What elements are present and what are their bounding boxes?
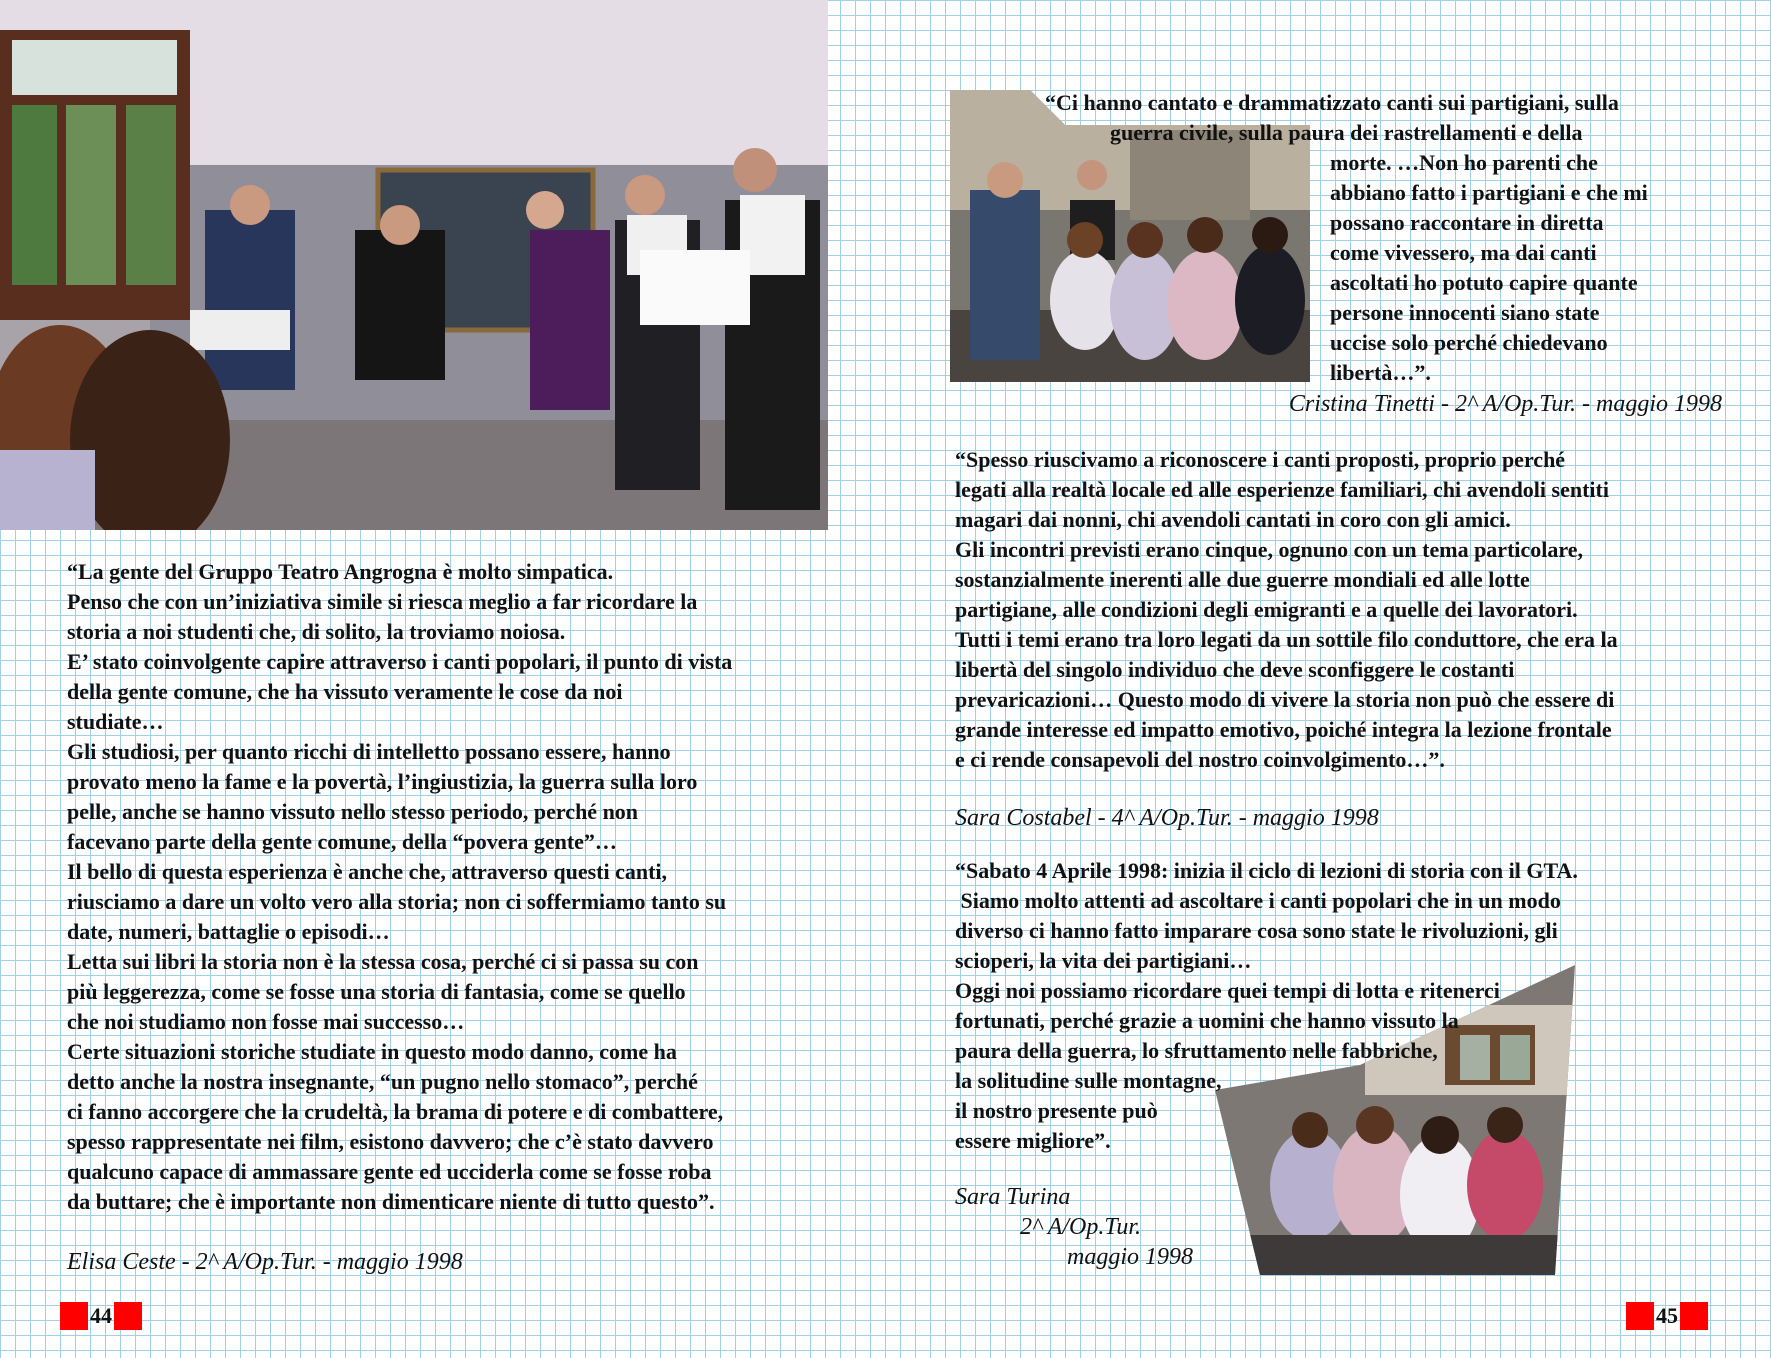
quote-line: possano raccontare in diretta [1330, 210, 1604, 235]
quote-line: libertà…”. [1330, 360, 1431, 385]
quote-line: partigiane, alle condizioni degli emigranti e a quelle dei lavoratori. [955, 597, 1578, 622]
page-marker [1680, 1302, 1708, 1330]
quote-line: qualcuno capace di ammassare gente ed ucciderla come se fosse roba [67, 1159, 712, 1184]
quote-line: riusciamo a dare un volto vero alla storia; non ci soffermiamo tanto su [67, 889, 727, 914]
cristina-quote [860, 88, 1771, 388]
page-marker [60, 1302, 88, 1330]
quote-line: della gente comune, che ha vissuto veramente le cose da noi [67, 679, 623, 704]
elisa-quote [67, 557, 847, 1217]
sara-costabel-signature: Sara Costabel - 4^ A/Op.Tur. - maggio 1998 [955, 805, 1379, 831]
quote-line: studiate… [67, 709, 164, 734]
quote-line: “La gente del Gruppo Teatro Angrogna è molto simpatica. [67, 559, 614, 584]
right-page [860, 0, 1771, 1358]
left-page [0, 0, 860, 1358]
theatre-group-photo [0, 0, 828, 530]
quote-line: Letta sui libri la storia non è la stessa cosa, perché ci si passa su con [67, 949, 699, 974]
page-marker [114, 1302, 142, 1330]
sara-turina-quote [955, 856, 1655, 1156]
quote-line: grande interesse ed impatto emotivo, poiché integra la lezione frontale [955, 717, 1612, 742]
signature-date: maggio 1998 [1067, 1244, 1193, 1270]
quote-line: ci fanno accorgere che la crudeltà, la brama di potere e di combattere, [67, 1099, 724, 1124]
quote-line: persone innocenti siano state [1330, 300, 1600, 325]
page-number: 44 [90, 1303, 112, 1328]
quote-line: Gli studiosi, per quanto ricchi di intelletto possano essere, hanno [67, 739, 671, 764]
quote-line: pelle, anche se hanno vissuto nello stesso periodo, perché non [67, 799, 639, 824]
quote-line: spesso rappresentate nei film, esistono davvero; che c’è stato davvero [67, 1129, 714, 1154]
quote-line: Penso che con un’iniziativa simile si riesca meglio a far ricordare la [67, 589, 698, 614]
quote-line: da buttare; che è importante non dimenticare niente di tutto questo”. [67, 1189, 715, 1214]
quote-line: Oggi noi possiamo ricordare quei tempi di lotta e ritenerci [955, 978, 1500, 1003]
quote-line: Tutti i temi erano tra loro legati da un sottile filo conduttore, che era la [955, 627, 1618, 652]
quote-line: scioperi, la vita dei partigiani… [955, 948, 1252, 973]
sara-turina-signature [955, 1182, 1193, 1272]
quote-line: paura della guerra, lo sfruttamento nelle fabbriche, [955, 1038, 1438, 1063]
quote-line: essere migliore”. [955, 1128, 1111, 1153]
page-marker [1626, 1302, 1654, 1330]
quote-line: come vivessero, ma dai canti [1330, 240, 1597, 265]
signature-class: 2^ A/Op.Tur. [1020, 1214, 1142, 1240]
quote-line: provato meno la fame e la povertà, l’ingiustizia, la guerra sulla loro [67, 769, 698, 794]
quote-line: Il bello di questa esperienza è anche che, attraverso questi canti, [67, 859, 668, 884]
quote-line: date, numeri, battaglie o episodi… [67, 919, 390, 944]
quote-line: “Sabato 4 Aprile 1998: inizia il ciclo di lezioni di storia con il GTA. [955, 858, 1578, 883]
quote-line: Siamo molto attenti ad ascoltare i canti popolari che in un modo [955, 888, 1561, 913]
quote-line: Certe situazioni storiche studiate in questo modo danno, come ha [67, 1039, 677, 1064]
quote-line: E’ stato coinvolgente capire attraverso i canti popolari, il punto di vista [67, 649, 733, 674]
quote-line: e ci rende consapevoli del nostro coinvolgimento…”. [955, 747, 1445, 772]
quote-line: ascoltati ho potuto capire quante [1330, 270, 1638, 295]
page-number: 45 [1656, 1303, 1678, 1328]
quote-line: morte. …Non ho parenti che [1330, 150, 1598, 175]
quote-line: libertà del singolo individuo che deve sconfiggere le costanti [955, 657, 1515, 682]
quote-line: magari dai nonni, chi avendoli cantati in coro con gli amici. [955, 507, 1511, 532]
quote-line: sostanzialmente inerenti alle due guerre mondiali ed alle lotte [955, 567, 1530, 592]
quote-line: guerra civile, sulla paura dei rastrellamenti e della [1110, 120, 1583, 145]
page-number-left [60, 1302, 142, 1330]
sara-costabel-quote [955, 445, 1745, 775]
page-number-right [1626, 1302, 1708, 1330]
quote-line: “Ci hanno cantato e drammatizzato canti sui partigiani, sulla [1045, 90, 1619, 115]
cristina-signature: Cristina Tinetti - 2^ A/Op.Tur. - maggio 1998 [1288, 391, 1722, 417]
quote-line: storia a noi studenti che, di solito, la troviamo noiosa. [67, 619, 566, 644]
quote-line: legati alla realtà locale ed alle esperienze familiari, chi avendoli sentiti [955, 477, 1609, 502]
elisa-signature: Elisa Ceste - 2^ A/Op.Tur. - maggio 1998 [67, 1249, 463, 1275]
quote-line: facevano parte della gente comune, della “povera gente”… [67, 829, 617, 854]
quote-line: uccise solo perché chiedevano [1330, 330, 1608, 355]
quote-line: la solitudine sulle montagne, [955, 1068, 1222, 1093]
quote-line: il nostro presente può [955, 1098, 1158, 1123]
quote-line: detto anche la nostra insegnante, “un pugno nello stomaco”, perché [67, 1069, 698, 1094]
quote-line: che noi studiamo non fosse mai successo… [67, 1009, 465, 1034]
quote-line: “Spesso riuscivamo a riconoscere i canti proposti, proprio perché [955, 447, 1566, 472]
quote-line: più leggerezza, come se fosse una storia di fantasia, come se quello [67, 979, 686, 1004]
quote-line: prevaricazioni… Questo modo di vivere la storia non può che essere di [955, 687, 1615, 712]
quote-line: abbiano fatto i partigiani e che mi [1330, 180, 1648, 205]
quote-line: Gli incontri previsti erano cinque, ognuno con un tema particolare, [955, 537, 1584, 562]
quote-line: diverso ci hanno fatto imparare cosa sono state le rivoluzioni, gli [955, 918, 1558, 943]
signature-name: Sara Turina [955, 1184, 1071, 1210]
quote-line: fortunati, perché grazie a uomini che hanno vissuto la [955, 1008, 1459, 1033]
